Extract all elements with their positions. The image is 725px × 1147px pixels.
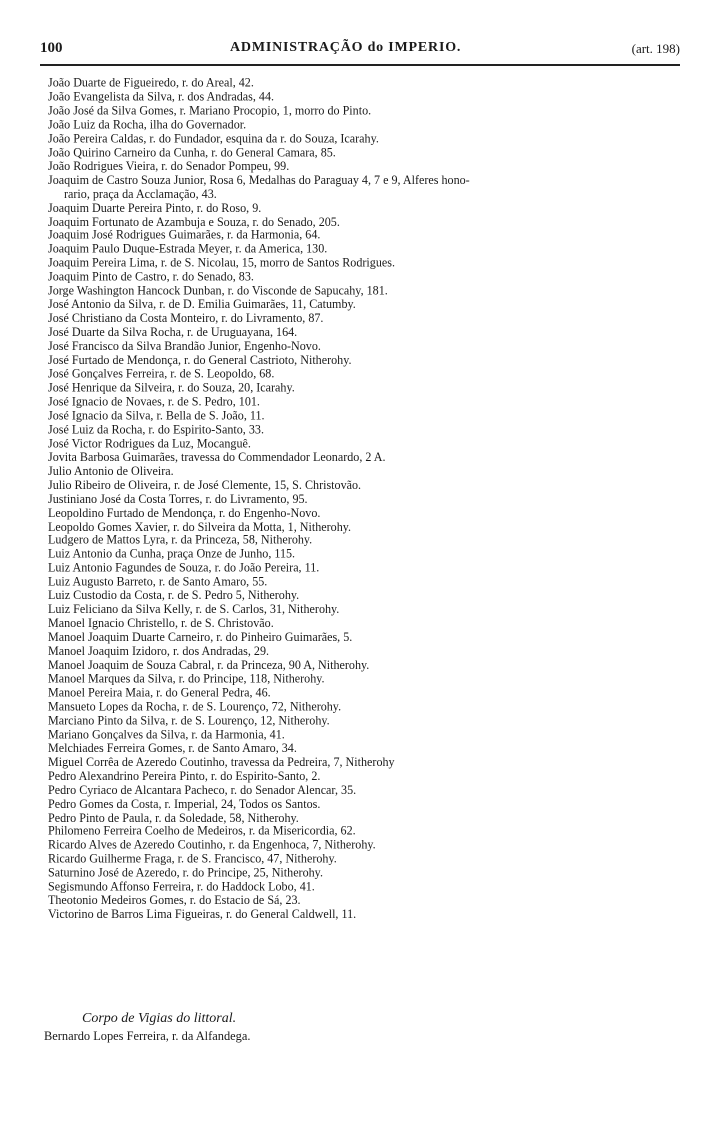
article-reference: (art. 198) xyxy=(631,41,680,56)
list-item: Jorge Washington Hancock Dunban, r. do Visconde de Sapucahy, 181. xyxy=(48,282,388,298)
list-item: José Luiz da Rocha, r. do Espirito-Santo, 33. xyxy=(48,421,264,437)
list-item: Manoel Joaquim Izidoro, r. dos Andradas, 29. xyxy=(48,643,270,659)
list-item: rario, praça da Acclamação, 43. xyxy=(64,185,217,201)
list-item: José Christiano da Costa Monteiro, r. do Livramento, 87. xyxy=(48,310,324,326)
list-item: Luiz Feliciano da Silva Kelly, r. de S. Carlos, 31, Nitherohy. xyxy=(48,601,340,617)
list-item: Leopoldo Gomes Xavier, r. do Silveira da Motta, 1, Nitherohy. xyxy=(48,518,352,534)
list-item: Theotonio Medeiros Gomes, r. do Estacio de Sá, 23. xyxy=(48,892,301,908)
list-item: Ricardo Alves de Azeredo Coutinho, r. da Engenhoca, 7, Nitherohy. xyxy=(48,837,376,853)
list-item: Mansueto Lopes da Rocha, r. de S. Lourenço, 72, Nitherohy. xyxy=(48,698,342,714)
list-item: Justiniano José da Costa Torres, r. do Livramento, 95. xyxy=(48,490,308,506)
list-item: Victorino de Barros Lima Figueiras, r. do General Caldwell, 11. xyxy=(48,906,357,922)
entry-list xyxy=(48,76,688,921)
list-item: Manoel Marques da Silva, r. do Principe, 118, Nitherohy. xyxy=(48,670,325,686)
list-item: Jovita Barbosa Guimarães, travessa do Commendador Leonardo, 2 A. xyxy=(48,449,386,465)
list-item: Manoel Pereira Maia, r. do General Pedra, 46. xyxy=(48,684,271,700)
list-item: Joaquim Fortunato de Azambuja e Souza, r. do Senado, 205. xyxy=(48,213,340,229)
list-item: Joaquim José Rodrigues Guimarães, r. da Harmonia, 64. xyxy=(48,227,321,243)
list-item: Luiz Augusto Barreto, r. de Santo Amaro, 55. xyxy=(48,573,268,589)
list-item: Joaquim Pinto de Castro, r. do Senado, 83. xyxy=(48,268,254,284)
list-item: José Furtado de Mendonça, r. do General Castrioto, Nitherohy. xyxy=(48,352,352,368)
list-item: Mariano Gonçalves da Silva, r. da Harmonia, 41. xyxy=(48,726,285,742)
list-item: Pedro Gomes da Costa, r. Imperial, 24, Todos os Santos. xyxy=(48,795,321,811)
list-item: Joaquim Pereira Lima, r. de S. Nicolau, 15, morro de Santos Rodrigues. xyxy=(48,255,395,271)
list-item: Joaquim Paulo Duque-Estrada Meyer, r. da America, 130. xyxy=(48,241,328,257)
list-item: Manoel Joaquim de Souza Cabral, r. da Princeza, 90 A, Nitherohy. xyxy=(48,657,370,673)
list-item: Pedro Cyriaco de Alcantara Pacheco, r. do Senador Alencar, 35. xyxy=(48,781,357,797)
list-item: Joaquim de Castro Souza Junior, Rosa 6, Medalhas do Paraguay 4, 7 e 9, Alferes hono- xyxy=(48,171,470,187)
list-item: Saturnino José de Azeredo, r. do Principe, 25, Nitherohy. xyxy=(48,864,323,880)
list-item: Luiz Antonio Fagundes de Souza, r. do João Pereira, 11. xyxy=(48,560,320,576)
list-item: Ricardo Guilherme Fraga, r. de S. Francisco, 47, Nitherohy. xyxy=(48,851,337,867)
list-item: Miguel Corrêa de Azeredo Coutinho, travessa da Pedreira, 7, Nitherohy xyxy=(48,754,395,770)
page-header xyxy=(40,36,680,62)
list-item: Manoel Joaquim Duarte Carneiro, r. do Pinheiro Guimarães, 5. xyxy=(48,629,353,645)
list-item: Philomeno Ferreira Coelho de Medeiros, r. da Misericordia, 62. xyxy=(48,823,356,839)
page-number: 100 xyxy=(40,40,63,56)
list-item: José Duarte da Silva Rocha, r. de Uruguayana, 164. xyxy=(48,324,298,340)
list-item: Melchiades Ferreira Gomes, r. de Santo Amaro, 34. xyxy=(48,740,297,756)
list-item: José Victor Rodrigues da Luz, Mocanguê. xyxy=(48,435,251,451)
list-item: Luiz Antonio da Cunha, praça Onze de Junho, 115. xyxy=(48,546,296,562)
section-title: Corpo de Vigias do littoral. xyxy=(82,1011,237,1026)
list-item: Ludgero de Mattos Lyra, r. da Princeza, 58, Nitherohy. xyxy=(48,532,313,548)
list-item: Manoel Ignacio Christello, r. de S. Christovão. xyxy=(48,615,274,631)
list-item: José Ignacio da Silva, r. Bella de S. João, 11. xyxy=(48,407,265,423)
list-item: José Gonçalves Ferreira, r. de S. Leopoldo, 68. xyxy=(48,365,275,381)
list-item: Leopoldino Furtado de Mendonça, r. do Engenho-Novo. xyxy=(48,504,321,520)
header-rule xyxy=(40,64,680,66)
section-entry-list xyxy=(44,1029,250,1044)
list-item: Luiz Custodio da Costa, r. de S. Pedro 5, Nitherohy. xyxy=(48,587,300,603)
list-item: Joaquim Duarte Pereira Pinto, r. do Roso, 9. xyxy=(48,199,262,215)
page-title: ADMINISTRAÇÃO do IMPERIO. xyxy=(230,40,462,55)
list-item: Bernardo Lopes Ferreira, r. da Alfandega. xyxy=(44,1029,251,1043)
list-item: José Francisco da Silva Brandão Junior, Engenho-Novo. xyxy=(48,338,321,354)
list-item: Julio Ribeiro de Oliveira, r. de José Clemente, 15, S. Christovão. xyxy=(48,476,362,492)
list-item: Segismundo Affonso Ferreira, r. do Haddock Lobo, 41. xyxy=(48,878,315,894)
list-item: João Rodrigues Vieira, r. do Senador Pompeu, 99. xyxy=(48,158,290,174)
list-item: João Evangelista da Silva, r. dos Andradas, 44. xyxy=(48,88,275,104)
list-item: João José da Silva Gomes, r. Mariano Procopio, 1, morro do Pinto. xyxy=(48,102,372,118)
list-item: José Antonio da Silva, r. de D. Emilia Guimarães, 11, Catumby. xyxy=(48,296,356,312)
list-item: Pedro Alexandrino Pereira Pinto, r. do Espirito-Santo, 2. xyxy=(48,767,321,783)
list-item: José Ignacio de Novaes, r. de S. Pedro, 101. xyxy=(48,393,260,409)
list-item: João Quirino Carneiro da Cunha, r. do General Camara, 85. xyxy=(48,144,336,160)
list-item: Marciano Pinto da Silva, r. de S. Lourenço, 12, Nitherohy. xyxy=(48,712,330,728)
list-item: José Henrique da Silveira, r. do Souza, 20, Icarahy. xyxy=(48,379,295,395)
list-item: Pedro Pinto de Paula, r. da Soledade, 58, Nitherohy. xyxy=(48,809,299,825)
list-item: João Luiz da Rocha, ilha do Governador. xyxy=(48,116,247,132)
list-item: João Pereira Caldas, r. do Fundador, esquina da r. do Souza, Icarahy. xyxy=(48,130,379,146)
list-item: Julio Antonio de Oliveira. xyxy=(48,463,174,478)
list-item: João Duarte de Figueiredo, r. do Areal, 42. xyxy=(48,74,254,90)
